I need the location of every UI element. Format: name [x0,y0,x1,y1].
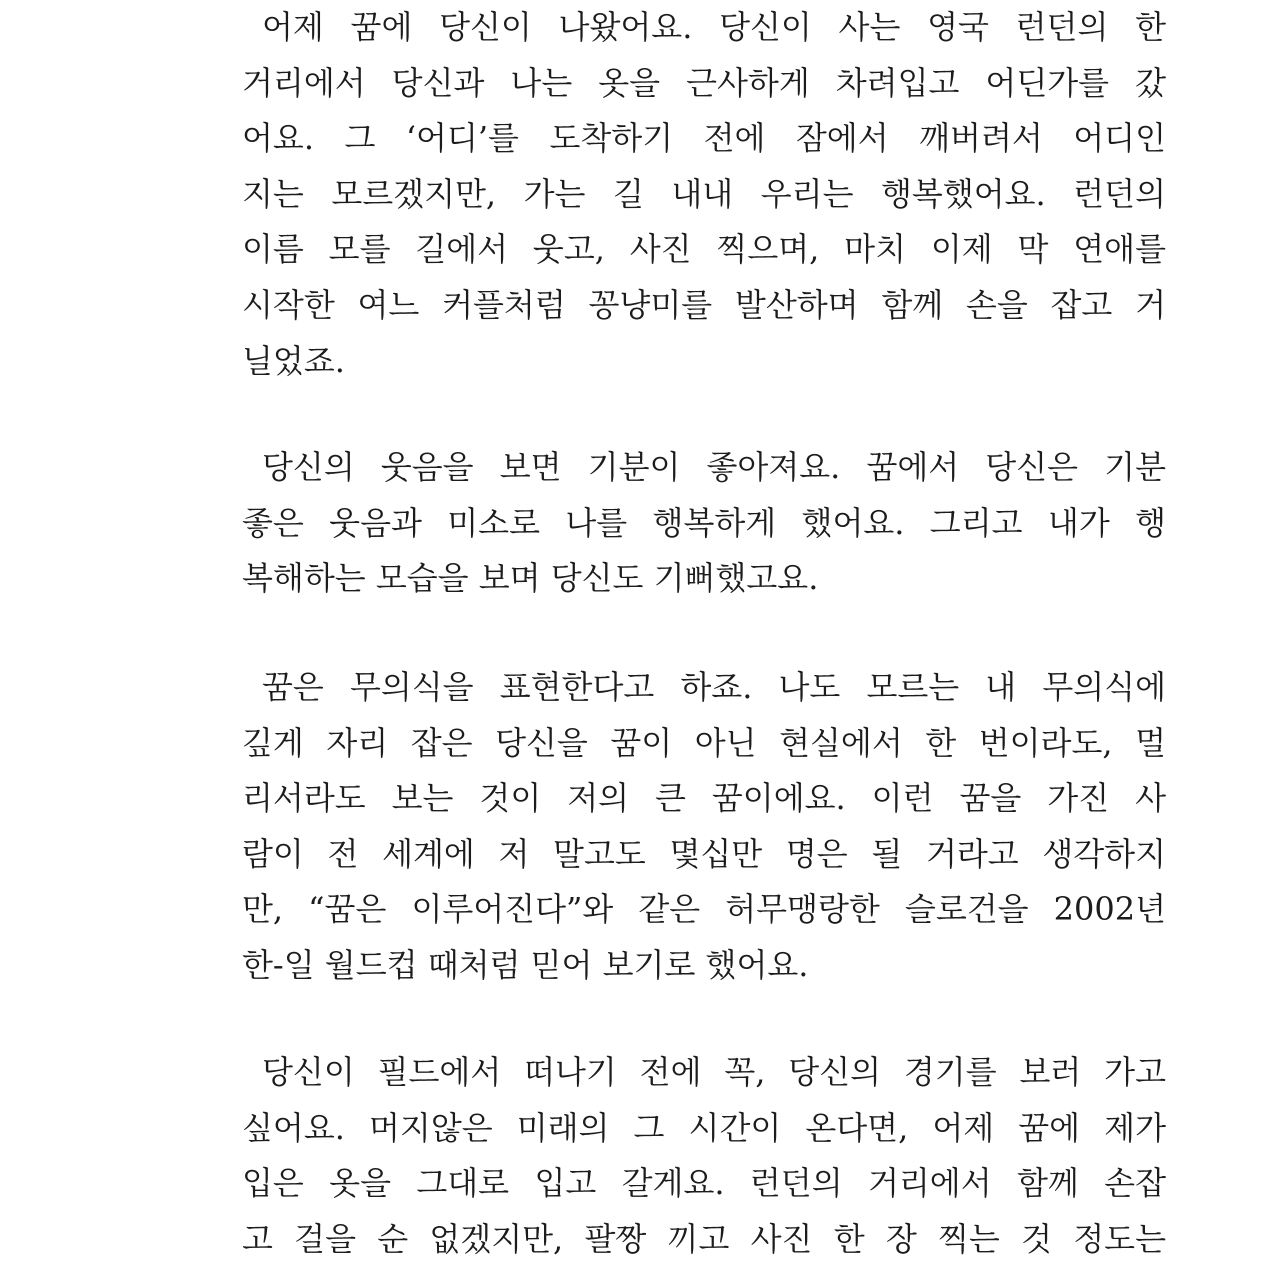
paragraph-smile [242,440,1166,607]
text-line: 리서라도 보는 것이 저의 큰 꿈이에요. 이런 꿈을 가진 사 [242,779,1166,818]
text-line: 어요. 그 ‘어디’를 도착하기 전에 잠에서 깨버려서 어디인 [242,119,1166,158]
text-line: 복해하는 모습을 보며 당신도 기뻐했고요. [242,559,819,598]
text-line: 만, “꿈은 이루어진다”와 같은 허무맹랑한 슬로건을 2002년 [242,890,1166,929]
text-line: 고 걸을 순 없겠지만, 팔짱 끼고 사진 한 장 찍는 것 정도는 [242,1219,1166,1258]
paragraph-match [242,1045,1166,1267]
text-line: 람이 전 세계에 저 말고도 몇십만 명은 될 거라고 생각하지 [242,834,1166,873]
text-line: 이름 모를 길에서 웃고, 사진 찍으며, 마치 이제 막 연애를 [242,230,1166,269]
text-line: 입은 옷을 그대로 입고 갈게요. 런던의 거리에서 함께 손잡 [242,1164,1166,1203]
text-line: 거리에서 당신과 나는 옷을 근사하게 차려입고 어딘가를 갔 [242,63,1166,102]
text-line: 싶어요. 머지않은 미래의 그 시간이 온다면, 어제 꿈에 제가 [242,1108,1166,1147]
text-line: 어제 꿈에 당신이 나왔어요. 당신이 사는 영국 런던의 한 [262,8,1166,46]
text-line: 닐었죠. [242,341,345,380]
paragraph-unconscious [242,660,1166,994]
text-line: 좋은 웃음과 미소로 나를 행복하게 했어요. 그리고 내가 행 [242,503,1166,542]
text-line: 당신이 필드에서 떠나기 전에 꼭, 당신의 경기를 보러 가고 [262,1053,1166,1091]
text-line: 지는 모르겠지만, 가는 길 내내 우리는 행복했어요. 런던의 [242,174,1166,213]
text-line: 당신의 웃음을 보면 기분이 좋아져요. 꿈에서 당신은 기분 [262,448,1166,486]
text-line: 꿈은 무의식을 표현한다고 하죠. 나도 모르는 내 무의식에 [262,668,1166,706]
text-line: 깊게 자리 잡은 당신을 꿈이 아닌 현실에서 한 번이라도, 멀 [242,723,1166,762]
paragraph-dream [242,0,1166,389]
text-line: 시작한 여느 커플처럼 꽁냥미를 발산하며 함께 손을 잡고 거 [242,285,1166,324]
text-line: 한-일 월드컵 때처럼 믿어 보기로 했어요. [242,945,809,984]
